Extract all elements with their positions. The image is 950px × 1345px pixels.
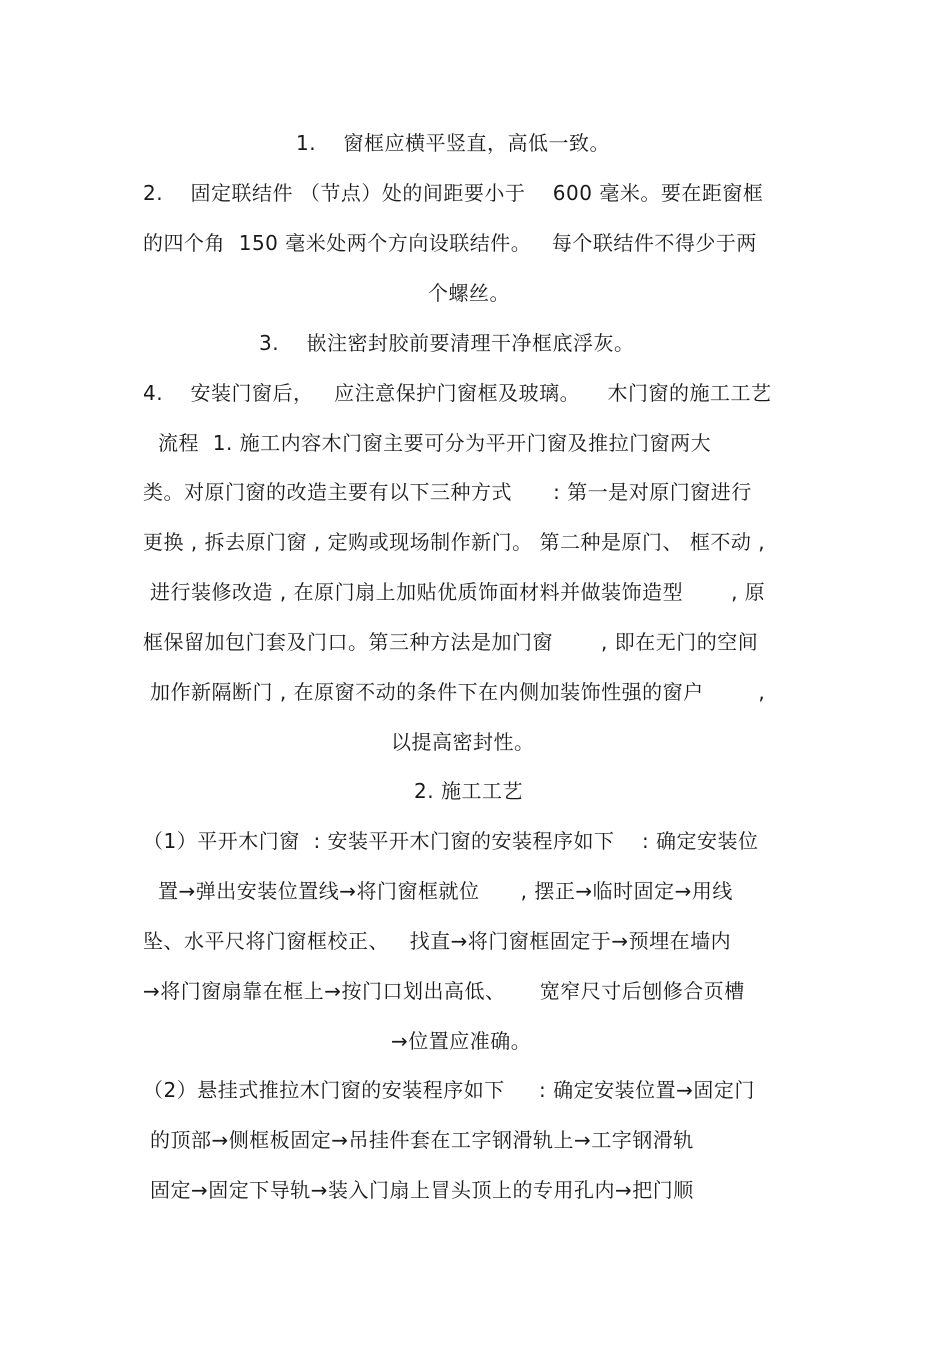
text-line: 固定→固定下导轨→装入门扇上冒头顶上的专用孔内→把门顺	[150, 1178, 694, 1202]
text-line: 3. 嵌注密封胶前要清理干净框底浮灰。	[259, 331, 635, 355]
section-heading: 2. 施工工艺	[414, 779, 523, 803]
text-line: 以提高密封性。	[391, 730, 535, 754]
text-line: 流程 1. 施工内容木门窗主要可分为平开门窗及推拉门窗两大	[158, 431, 712, 455]
text-line: →位置应准确。	[391, 1029, 532, 1053]
text-line: 4. 安装门窗后， 应注意保护门窗框及玻璃。 木门窗的施工工艺	[143, 381, 772, 405]
text-line: 置→弹出安装位置线→将门窗框就位 , 摆正→临时固定→用线	[158, 879, 733, 903]
text-line: 进行装修改造 , 在原门扇上加贴优质饰面材料并做装饰造型 , 原	[150, 580, 766, 604]
text-line: 1. 窗框应横平竖直，高低一致。	[296, 131, 611, 155]
text-line: 类。对原门窗的改造主要有以下三种方式 : 第一是对原门窗进行	[143, 480, 752, 504]
text-line: 更换 , 拆去原门窗 , 定购或现场制作新门。 第二种是原门、 框不动 ,	[143, 530, 766, 554]
text-line: （2）悬挂式推拉木门窗的安装程序如下 : 确定安装位置→固定门	[143, 1078, 755, 1102]
text-line: 框保留加包门套及门口。第三种方法是加门窗 , 即在无门的空间	[143, 630, 759, 654]
text-line: （1）平开木门窗 : 安装平开木门窗的安装程序如下 : 确定安装位	[143, 829, 759, 853]
text-line: 的顶部→侧框板固定→吊挂件套在工字钢滑轨上→工字钢滑轨	[150, 1128, 694, 1152]
text-line: 坠、水平尺将门窗框校正、 找直→将门窗框固定于→预埋在墙内	[143, 929, 732, 953]
text-line: 2. 固定联结件 （节点）处的间距要小于 600 毫米。要在距窗框	[143, 181, 764, 205]
text-line: →将门窗扇靠在框上→按门口划出高低、 宽窄尺寸后刨修合页槽	[143, 979, 745, 1003]
text-line: 加作新隔断门 , 在原窗不动的条件下在内侧加装饰性强的窗户 ,	[150, 680, 766, 704]
text-line: 个螺丝。	[428, 281, 510, 305]
text-line: 的四个角 150 毫米处两个方向设联结件。 每个联结件不得少于两	[143, 231, 757, 255]
